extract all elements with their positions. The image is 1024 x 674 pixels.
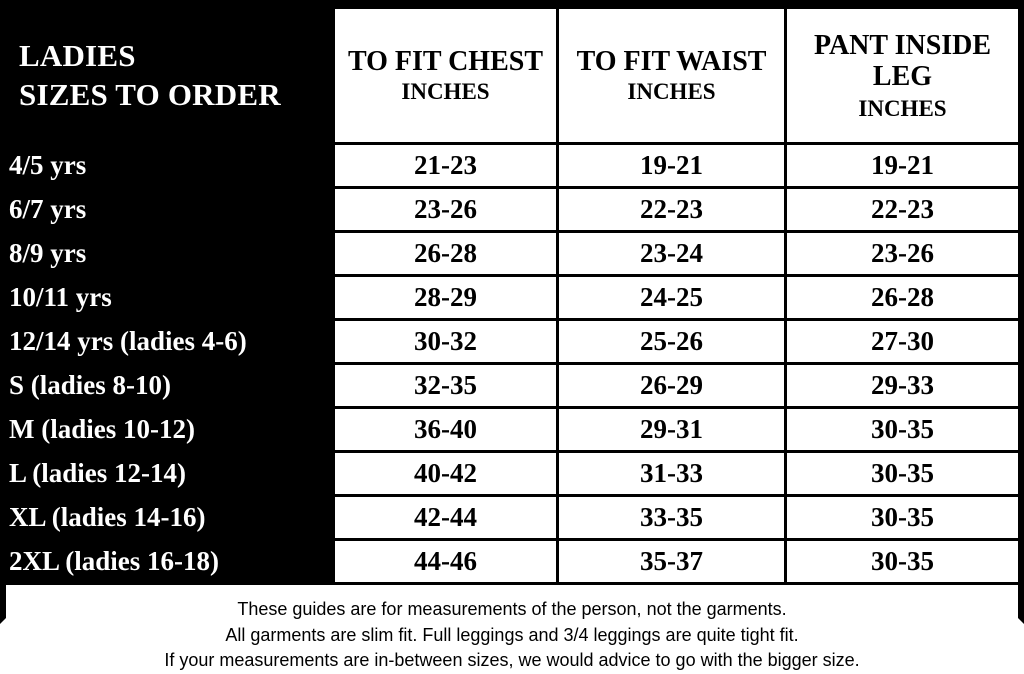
row-waist-value: 26-29 <box>558 364 786 408</box>
note-line-2: All garments are slim fit. Full leggings and 3/4 leggings are quite tight fit. <box>225 624 799 645</box>
row-inside-leg-value: 27-30 <box>786 320 1020 364</box>
row-size-label: M (ladies 10-12) <box>8 408 334 452</box>
table-row <box>8 188 1020 232</box>
table-row <box>8 144 1020 188</box>
row-waist-value: 25-26 <box>558 320 786 364</box>
row-chest-value: 30-32 <box>334 320 558 364</box>
header-waist-title: TO FIT WAIST <box>576 45 767 77</box>
table-header <box>8 8 1020 144</box>
header-inside-leg <box>786 8 1020 144</box>
row-size-label: 10/11 yrs <box>8 276 334 320</box>
row-size-label: 2XL (ladies 16-18) <box>8 540 334 584</box>
table-row <box>8 452 1020 496</box>
header-waist <box>558 8 786 144</box>
row-inside-leg-value: 29-33 <box>786 364 1020 408</box>
row-size-label: 8/9 yrs <box>8 232 334 276</box>
table-row <box>8 276 1020 320</box>
table-row <box>8 232 1020 276</box>
row-chest-value: 44-46 <box>334 540 558 584</box>
table-row <box>8 364 1020 408</box>
header-chest <box>334 8 558 144</box>
row-inside-leg-value: 30-35 <box>786 496 1020 540</box>
row-inside-leg-value: 30-35 <box>786 452 1020 496</box>
row-size-label: XL (ladies 14-16) <box>8 496 334 540</box>
table-row <box>8 408 1020 452</box>
header-size-label-line1: LADIES <box>19 37 136 73</box>
row-waist-value: 19-21 <box>558 144 786 188</box>
row-waist-value: 33-35 <box>558 496 786 540</box>
header-inside-leg-unit: INCHES <box>858 95 947 121</box>
row-chest-value: 23-26 <box>334 188 558 232</box>
header-waist-unit: INCHES <box>627 79 716 105</box>
row-inside-leg-value: 30-35 <box>786 540 1020 584</box>
note-line-3: If your measurements are in-between sizes, we would advice to go with the bigger size. <box>164 650 860 671</box>
header-chest-title: TO FIT CHEST <box>347 45 544 77</box>
row-waist-value: 24-25 <box>558 276 786 320</box>
row-inside-leg-value: 30-35 <box>786 408 1020 452</box>
row-chest-value: 21-23 <box>334 144 558 188</box>
header-row <box>8 8 1020 144</box>
row-waist-value: 29-31 <box>558 408 786 452</box>
row-inside-leg-value: 19-21 <box>786 144 1020 188</box>
size-chart-table <box>6 6 1021 585</box>
header-size-label-line2: SIZES TO ORDER <box>19 76 281 112</box>
table-row <box>8 496 1020 540</box>
table-body <box>8 144 1020 584</box>
row-chest-value: 36-40 <box>334 408 558 452</box>
row-chest-value: 26-28 <box>334 232 558 276</box>
row-inside-leg-value: 22-23 <box>786 188 1020 232</box>
row-inside-leg-value: 23-26 <box>786 232 1020 276</box>
row-waist-value: 22-23 <box>558 188 786 232</box>
row-chest-value: 40-42 <box>334 452 558 496</box>
row-inside-leg-value: 26-28 <box>786 276 1020 320</box>
header-chest-unit: INCHES <box>401 79 490 105</box>
header-inside-leg-title: PANT INSIDE LEG <box>813 30 992 93</box>
row-size-label: 12/14 yrs (ladies 4-6) <box>8 320 334 364</box>
row-waist-value: 23-24 <box>558 232 786 276</box>
note-line-1: These guides are for measurements of the person, not the garments. <box>237 599 787 619</box>
row-size-label: L (ladies 12-14) <box>8 452 334 496</box>
row-size-label: 4/5 yrs <box>8 144 334 188</box>
table-row <box>8 320 1020 364</box>
row-chest-value: 42-44 <box>334 496 558 540</box>
notes-block <box>6 585 1018 674</box>
row-waist-value: 31-33 <box>558 452 786 496</box>
row-waist-value: 35-37 <box>558 540 786 584</box>
row-size-label: 6/7 yrs <box>8 188 334 232</box>
header-size-label <box>8 8 334 144</box>
table-row <box>8 540 1020 584</box>
row-size-label: S (ladies 8-10) <box>8 364 334 408</box>
row-chest-value: 32-35 <box>334 364 558 408</box>
row-chest-value: 28-29 <box>334 276 558 320</box>
